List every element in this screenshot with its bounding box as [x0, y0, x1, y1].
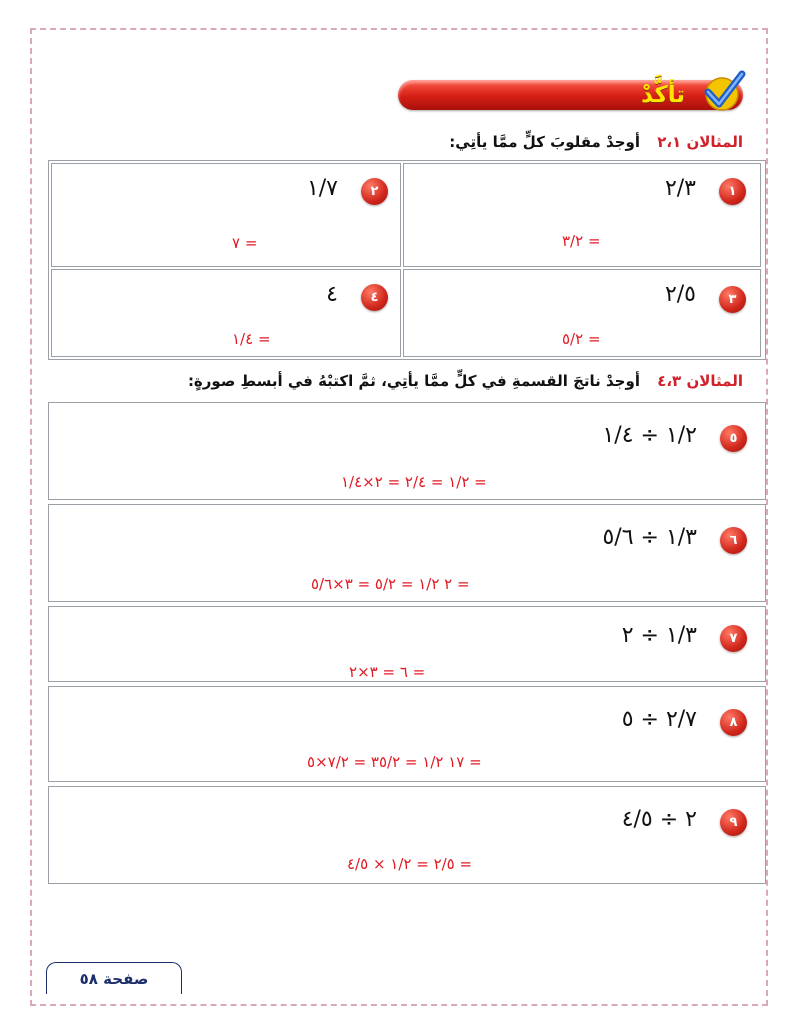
section1-examples: المثالان ٢،١ [657, 133, 743, 151]
answer-text: ٢ ١/٢ = ٥/٢ = ٣×٥/٦ = [311, 575, 470, 593]
question-number-badge: ١ [719, 178, 746, 205]
question-number-badge: ٧ [720, 625, 747, 652]
question-number-badge: ٨ [720, 709, 747, 736]
question-expression: ١/٣ ÷ ٥/٦ [602, 525, 697, 550]
question-expression: ١/٣ ÷ ٢ [621, 623, 697, 648]
answer-text: ٧ = [232, 234, 258, 252]
answer-text: ٣/٢ = [562, 232, 601, 250]
question-expression: ٢/٥ [664, 282, 696, 307]
answer-text: ٢/٥ = ١/٢ × ٤/٥ = [347, 855, 473, 873]
answer-text: ٥/٢ = [562, 330, 601, 348]
question-number-badge: ٣ [719, 286, 746, 313]
page-number-tab [46, 962, 182, 994]
section-banner [398, 80, 743, 110]
question-number-badge: ٩ [720, 809, 747, 836]
question-expression: ٢ ÷ ٤/٥ [621, 807, 697, 832]
page-number-label: صفحة ٥٨ [79, 969, 149, 988]
section2-heading [188, 372, 743, 390]
answer-text: ١٧ ١/٢ = ٣٥/٢ = ٧/٢×٥ = [307, 753, 482, 771]
division-row [48, 402, 766, 500]
reciprocal-cell [51, 269, 401, 357]
division-row [48, 686, 766, 782]
checkmark-icon [700, 68, 746, 114]
section2-instruction: أوجدْ ناتجَ القسمةِ في كلٍّ ممَّا يأتِي، ثمَّ اكتبْهُ في أبسطِ صورةٍ: [187, 372, 640, 390]
question-number-badge: ٥ [720, 425, 747, 452]
answer-text: ٦ = ٣×٢ = [349, 663, 426, 681]
section2-examples: المثالان ٤،٣ [657, 372, 743, 390]
division-row [48, 504, 766, 602]
division-row [48, 786, 766, 884]
question-expression: ١/٧ [306, 176, 338, 201]
division-row [48, 606, 766, 682]
question-expression: ٢/٧ ÷ ٥ [621, 707, 697, 732]
banner-title: تأكَّدْ [641, 82, 685, 108]
answer-text: ١/٤ = [232, 330, 271, 348]
question-expression: ٤ [326, 282, 338, 307]
question-number-badge: ٤ [361, 284, 388, 311]
reciprocal-cell [403, 163, 761, 267]
question-number-badge: ٢ [361, 178, 388, 205]
question-expression: ١/٢ ÷ ١/٤ [602, 423, 697, 448]
reciprocal-cell [51, 163, 401, 267]
section1-instruction: أوجدْ مقلوبَ كلٍّ ممَّا يأتِي: [449, 133, 640, 151]
reciprocal-cell [403, 269, 761, 357]
section1-heading [449, 133, 743, 151]
question-expression: ٢/٣ [664, 176, 696, 201]
answer-text: ١/٢ = ٢/٤ = ٢×١/٤ = [341, 473, 487, 491]
reciprocal-grid [48, 160, 766, 360]
question-number-badge: ٦ [720, 527, 747, 554]
